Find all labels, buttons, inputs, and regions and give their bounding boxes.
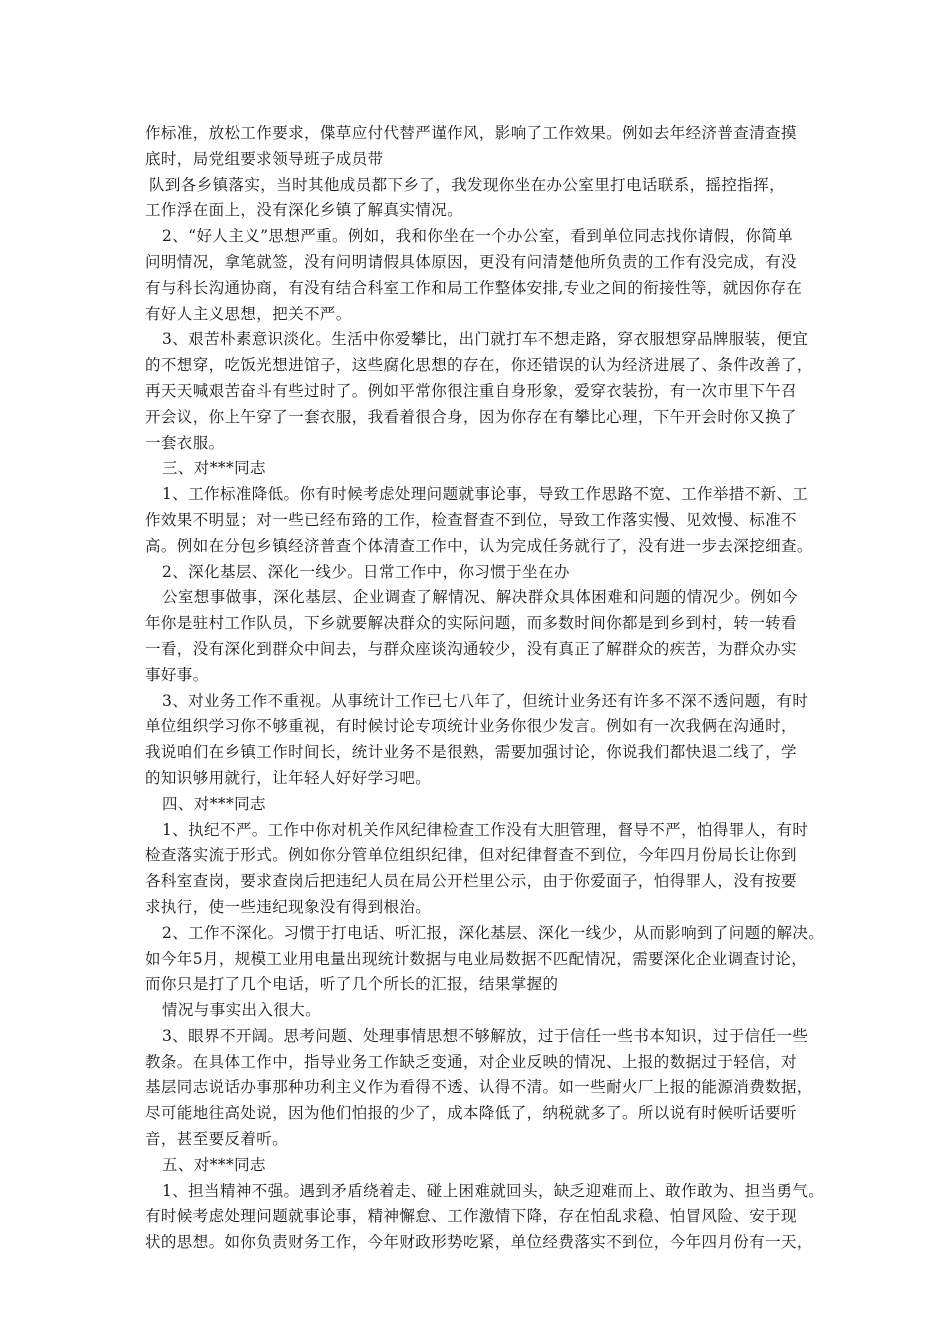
text-line: 尽可能地往高处说，因为他们怕报的少了，成本降低了，纳税就多了。所以说有时候听话要听: [145, 1104, 797, 1123]
text-line: 有好人主义思想，把关不严。: [145, 304, 352, 323]
text-line: 再天天喊艰苦奋斗有些过时了。例如平常你很注重自身形象，爱穿衣装扮，有一次市里下午召: [145, 381, 797, 400]
text-line: 基层同志说话办事那种功利主义作为看得不透、认得不清。如一些耐火厂上报的能源消费数据，: [145, 1078, 813, 1097]
text-line: 1、执纪不严。工作中你对机关作风纪律检查工作没有大胆管理，督导不严，怕得罪人，有时: [162, 820, 809, 839]
text-line: 2、工作不深化。习惯于打电话、听汇报，深化基层、深化一线少，从而影响到了问题的解决。: [162, 923, 825, 942]
document-body: [145, 121, 825, 1256]
text-line: 单位组织学习你不够重视，有时候讨论专项统计业务你很少发言。例如有一次我俩在沟通时，: [145, 717, 797, 736]
text-line: 四、对***同志: [162, 794, 266, 813]
text-line: 3、眼界不开阔。思考问题、处理事情思想不够解放，过于信任一些书本知识，过于信任一些: [162, 1026, 809, 1045]
text-line: 情况与事实出入很大。: [162, 1001, 322, 1020]
text-line: 3、艰苦朴素意识淡化。生活中你爱攀比，出门就打车不想走路，穿衣服想穿品牌服装，便宜: [162, 330, 809, 349]
text-line: 三、对***同志: [162, 459, 266, 478]
text-line: 五、对***同志: [162, 1155, 266, 1174]
text-line: 3、对业务工作不重视。从事统计工作已七八年了，但统计业务还有许多不深不透问题，有时: [162, 691, 809, 710]
text-line: 1、担当精神不强。遇到矛盾绕着走、碰上困难就回头，缺乏迎难而上、敢作敢为、担当勇气。: [162, 1181, 825, 1200]
text-line: 工作浮在面上，没有深化乡镇了解真实情况。: [145, 201, 464, 220]
text-line: 的知识够用就行，让年轻人好好学习吧。: [145, 768, 432, 787]
text-line: 公室想事做事，深化基层、企业调查了解情况、解决群众具体困难和问题的情况少。例如今: [162, 588, 799, 607]
text-line: 作效果不明显；对一些已经布臵的工作，检查督查不到位，导致工作落实慢、见效慢、标准不: [145, 510, 797, 529]
text-line: 有与科长沟通协商，有没有结合科室工作和局工作整体安排,专业之间的衔接性等，就因你存在: [145, 278, 803, 297]
text-line: 如今年5月，规模工业用电量出现统计数据与电业局数据不匹配情况，需要深化企业调查讨论，: [145, 949, 808, 968]
text-line: 1、工作标准降低。你有时候考虑处理问题就事论事，导致工作思路不宽、工作举措不新、工: [162, 485, 809, 504]
text-line: 检查落实流于形式。例如你分管单位组织纪律，但对纪律督查不到位，今年四月份局长让你到: [145, 846, 797, 865]
text-line: 有时候考虑处理问题就事论事，精神懈怠、工作激情下降，存在怕乱求稳、怕冒风险、安于现: [145, 1207, 797, 1226]
text-line: 求执行，使一些违纪现象没有得到根治。: [145, 897, 432, 916]
text-line: 的不想穿，吃饭光想进馆子，这些腐化思想的存在，你还错误的认为经济进展了、条件改善了，: [145, 356, 813, 375]
text-line: 我说咱们在乡镇工作时间长，统计业务不是很熟，需要加强讨论，你说我们都快退二线了，学: [145, 743, 797, 762]
text-line: 高。例如在分包乡镇经济普查个体清查工作中，认为完成任务就行了，没有进一步去深挖细查。: [145, 536, 813, 555]
text-line: 2、“好人主义”思想严重。例如，我和你坐在一个办公室，看到单位同志找你请假，你简单: [162, 227, 794, 246]
text-line: 2、深化基层、深化一线少。日常工作中，你习惯于坐在办: [162, 562, 570, 581]
text-line: 问明情况，拿笔就签，没有问明请假具体原因，更没有问清楚他所负责的工作有没完成，有没: [145, 252, 797, 271]
text-line: 年你是驻村工作队员，下乡就要解决群众的实际问题，而多数时间你都是到乡到村，转一转看: [145, 614, 797, 633]
text-line: 底时，局党组要求领导班子成员带: [145, 149, 384, 168]
text-line: 一看，没有深化到群众中间去，与群众座谈沟通较少，没有真正了解群众的疾苦，为群众办实: [145, 639, 797, 658]
text-line: 各科室查岗，要求查岗后把违纪人员在局公开栏里公示，由于你爱面子，怕得罪人，没有按要: [145, 872, 797, 891]
text-line: 教条。在具体工作中，指导业务工作缺乏变通，对企业反映的情况、上报的数据过于轻信，对: [145, 1052, 797, 1071]
text-line: 状的思想。如你负责财务工作，今年财政形势吃紧，单位经费落实不到位，今年四月份有一天，: [145, 1233, 813, 1252]
text-line: 开会议，你上午穿了一套衣服，我看着很合身，因为你存在有攀比心理，下午开会时你又换了: [145, 407, 797, 426]
text-line: 一套衣服。: [145, 433, 225, 452]
text-line: 而你只是打了几个电话，听了几个所长的汇报，结果掌握的: [145, 975, 559, 994]
text-line: 音，甚至要反着听。: [145, 1130, 289, 1149]
text-line: 队到各乡镇落实，当时其他成员都下乡了，我发现你坐在办公室里打电话联系，摇控指挥，: [149, 175, 786, 194]
text-line: 作标准，放松工作要求，偞草应付代替严谨作风，影响了工作效果。例如去年经济普查清查摸: [145, 124, 797, 142]
text-line: 事好事。: [145, 665, 209, 684]
